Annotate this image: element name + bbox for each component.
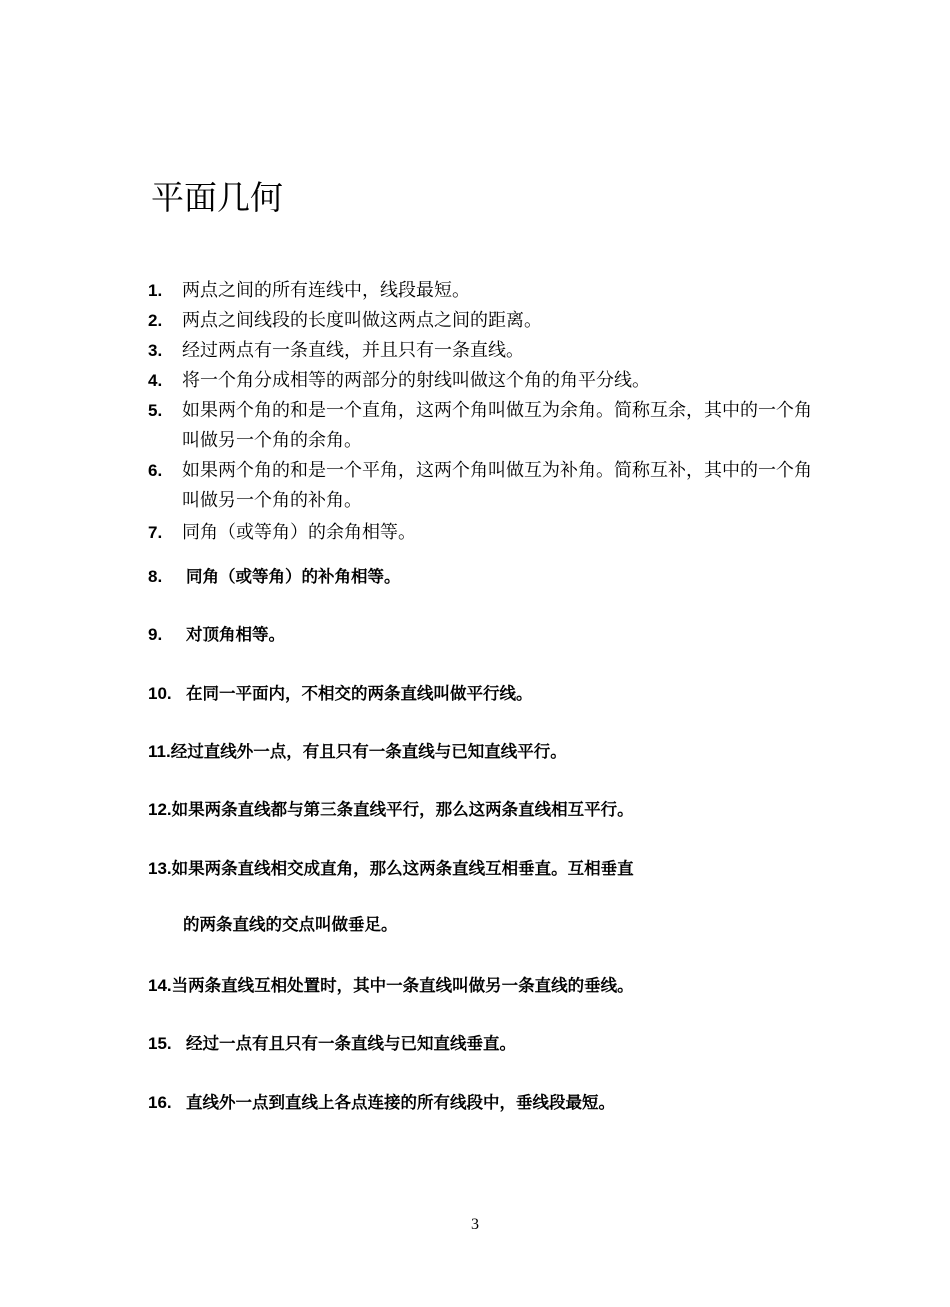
item-number: 9. — [148, 625, 163, 644]
list-item — [148, 366, 828, 396]
list-item — [148, 396, 828, 456]
page-number: 3 — [471, 1216, 479, 1233]
item-text: 经过两点有一条直线，并且只有一条直线。 — [182, 340, 524, 361]
item-text: 如果两条直线相交成直角，那么这两条直线互相垂直。互相垂直 — [171, 859, 634, 878]
item-text: 如果两个角的和是一个直角，这两个角叫做互为余角。简称互余，其中的一个角叫做另一个角的余角。 — [182, 400, 812, 451]
item-number: 7. — [148, 523, 163, 542]
item-text: 同角（或等角）的余角相等。 — [182, 522, 416, 543]
list-item — [148, 857, 828, 937]
list-item — [148, 456, 828, 516]
item-number: 14. — [148, 976, 172, 995]
item-number: 12. — [148, 800, 172, 819]
item-text: 如果两个角的和是一个平角，这两个角叫做互为补角。简称互补，其中的一个角叫做另一个角的补角。 — [182, 460, 812, 511]
list-item — [148, 623, 828, 647]
item-number: 1. — [148, 281, 163, 300]
list-item — [148, 682, 828, 706]
item-text: 直线外一点到直线上各点连接的所有线段中，垂线段最短。 — [186, 1093, 615, 1112]
item-number: 11. — [148, 742, 171, 761]
item-text: 两点之间线段的长度叫做这两点之间的距离。 — [182, 310, 542, 331]
list-item — [148, 1032, 828, 1056]
item-text: 当两条直线互相处置时，其中一条直线叫做另一条直线的垂线。 — [171, 976, 634, 995]
item-text: 经过一点有且只有一条直线与已知直线垂直。 — [186, 1034, 516, 1053]
list-item — [148, 336, 828, 366]
item-text: 两点之间的所有连线中，线段最短。 — [182, 280, 470, 301]
item-number: 2. — [148, 311, 163, 330]
list-item — [148, 306, 828, 336]
item-text: 在同一平面内，不相交的两条直线叫做平行线。 — [186, 684, 533, 703]
list-item — [148, 974, 828, 998]
list-item — [148, 276, 828, 306]
list-item — [148, 518, 828, 548]
item-number: 13. — [148, 859, 172, 878]
list-item — [148, 740, 828, 764]
item-number: 3. — [148, 341, 163, 360]
list-item — [148, 798, 828, 822]
item-text: 将一个角分成相等的两部分的射线叫做这个角的角平分线。 — [182, 370, 650, 391]
page-title: 平面几何 — [151, 178, 283, 217]
item-text-continuation: 的两条直线的交点叫做垂足。 — [183, 915, 398, 934]
item-number: 15. — [148, 1034, 172, 1053]
item-text: 如果两条直线都与第三条直线平行，那么这两条直线相互平行。 — [171, 800, 634, 819]
item-text: 对顶角相等。 — [186, 625, 285, 644]
list-item — [148, 1091, 828, 1115]
list-item — [148, 565, 828, 589]
item-number: 16. — [148, 1093, 172, 1112]
item-number: 8. — [148, 567, 163, 586]
item-text: 经过直线外一点，有且只有一条直线与已知直线平行。 — [170, 742, 567, 761]
item-number: 6. — [148, 461, 163, 480]
item-text: 同角（或等角）的补角相等。 — [186, 567, 401, 586]
item-number: 4. — [148, 371, 163, 390]
item-number: 5. — [148, 401, 163, 420]
item-number: 10. — [148, 684, 172, 703]
